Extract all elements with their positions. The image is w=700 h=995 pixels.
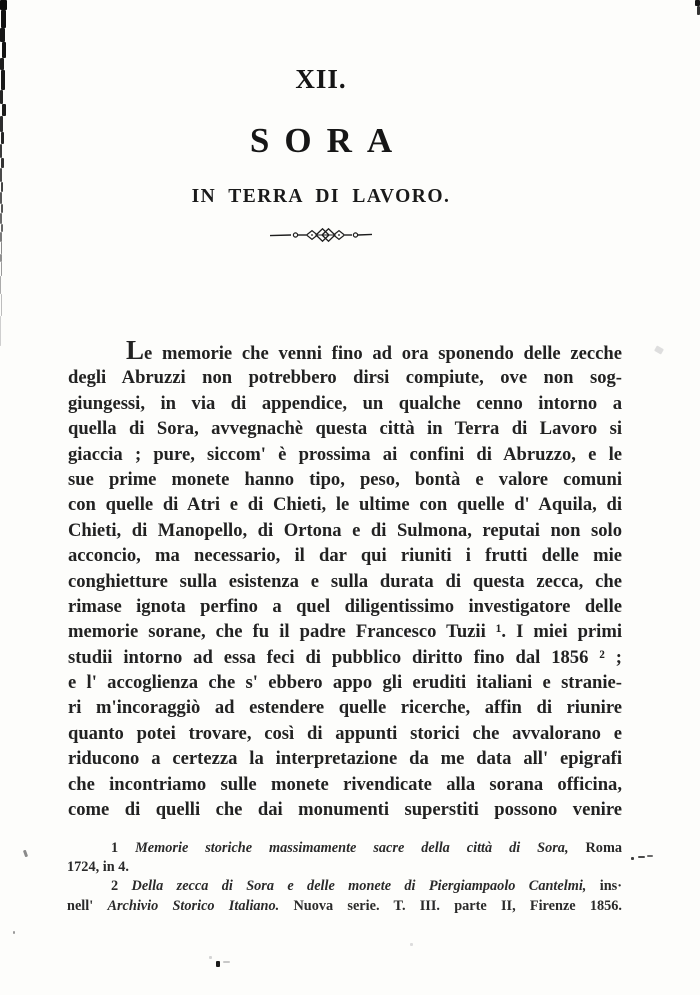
page-title: SORA [249, 121, 408, 160]
scan-artifact [410, 943, 413, 946]
scan-artifact [0, 276, 1, 294]
body-text-line: quella di Sora, avvegnachè questa città in Terra di Lavoro si [68, 418, 622, 440]
footnotes-block [67, 839, 622, 916]
scan-artifact [23, 850, 28, 858]
scan-artifact [216, 961, 220, 967]
scan-artifact [0, 0, 7, 10]
scan-artifact [0, 58, 4, 70]
scan-artifact [1, 70, 5, 90]
body-text-line: giaccia ; pure, siccom' è prossima ai confini di Abruzzo, e le [68, 443, 622, 465]
scan-artifact [223, 961, 230, 963]
chapter-number: XII. [295, 64, 347, 94]
scan-artifact [0, 213, 2, 224]
body-text-line: conghietture sulla esistenza e sulla durata di questa zecca, che [68, 570, 622, 592]
scan-artifact [1, 242, 2, 254]
scan-artifact [0, 90, 3, 104]
body-paragraph [68, 335, 622, 822]
scan-artifact [631, 857, 634, 860]
body-text-line: riducono a certezza la interpretazione da me data all' epigrafi [68, 748, 622, 770]
scan-artifact [0, 28, 5, 42]
scan-artifact [0, 116, 3, 132]
footnote-1-title: Memorie storiche massimamente sacre della città di Sora, [135, 840, 569, 856]
footnote-1-tail: Roma [585, 840, 623, 856]
footnote-1-line-2: 1724, in 4. [67, 859, 129, 876]
scan-artifact [0, 316, 1, 346]
footnote-2-journal: Archivio Storico Italiano. [107, 897, 280, 914]
footnote-2-line-1 [67, 877, 622, 896]
scan-artifact [638, 856, 645, 858]
scan-artifact [0, 192, 2, 204]
footnote-2-line-2 [67, 897, 622, 916]
scan-artifact [1, 132, 4, 144]
scan-artifact [13, 931, 15, 934]
body-text-line: acconcio, ma necessario, il dar qui riuniti i frutti delle mie [68, 545, 622, 567]
footnote-1-line-1 [67, 839, 622, 858]
body-text-line: memorie sorane, che fu il padre Francesco Tuzii ¹. I miei primi [68, 621, 622, 643]
scan-artifact [1, 158, 4, 168]
body-text-line: degli Abruzzi non potrebbero dirsi compiute, ove non sog- [68, 367, 622, 389]
scan-artifact [0, 232, 2, 242]
footnote-2-title: Della zecca di Sora e delle monete di Piergiampaolo Cantelmi, [131, 878, 587, 895]
page-subtitle: IN TERRA DI LAVORO. [191, 186, 451, 207]
scan-artifact [1, 294, 2, 316]
scan-artifact [2, 42, 6, 58]
body-text-line: ri m'incoraggiò ad estendere quelle ricerche, affin di riunire [68, 697, 622, 719]
footnote-2-cite-tail: Nuova serie. T. III. parte II, Firenze 1856. [293, 897, 623, 914]
body-text-line: che incontriamo sulle monete rivendicate alla sorana officina, [68, 773, 622, 795]
footnote-2-marker: 2 [111, 878, 119, 895]
scan-artifact [209, 956, 212, 959]
scan-artifact [1, 224, 3, 232]
scan-artifact [654, 345, 664, 354]
scan-artifact [1, 204, 3, 213]
scan-artifact [1, 262, 2, 276]
scan-artifact [1, 182, 3, 192]
scan-artifact [0, 144, 2, 158]
body-text-line: come di quelli che dai monumenti superstiti possono venire [68, 799, 622, 821]
body-text-line: Le memorie che venni fino ad ora sponendo delle zecche [126, 335, 622, 365]
body-text-line: studii intorno ad essa feci di pubblico diritto fino dal 1856 ² ; [68, 646, 622, 668]
footnote-2-lead: nell' [67, 897, 94, 914]
fleuron-ornament-icon [0, 227, 642, 248]
scan-artifact [2, 104, 6, 116]
footnote-2-tail: ins· [599, 878, 623, 895]
body-text-line: e l' accoglienza che s' ebbero appo gli eruditi italiani e stranie- [68, 672, 622, 694]
body-text-line: Chieti, di Manopello, di Ortona e di Sulmona, reputai non solo [68, 519, 622, 541]
scan-artifact [1, 10, 6, 28]
body-text-line: giungessi, in via di appendice, un qualche cenno intorno a [68, 392, 622, 414]
body-text-line: quanto potei trovare, così di appunti storici che avvalorano e [68, 722, 622, 744]
scan-artifact [0, 254, 2, 262]
body-text-line: rimase ignota perfino a quel diligentissimo investigatore delle [68, 595, 622, 617]
body-text-line: sue prime monete hanno tipo, peso, bontà e valore comuni [68, 468, 622, 490]
footnote-1-marker: 1 [111, 840, 119, 856]
scan-artifact [0, 168, 2, 182]
scan-artifact [647, 855, 653, 857]
body-text-line: con quelle di Atri e di Chieti, le ultime con quelle d' Aquila, di [68, 494, 622, 516]
